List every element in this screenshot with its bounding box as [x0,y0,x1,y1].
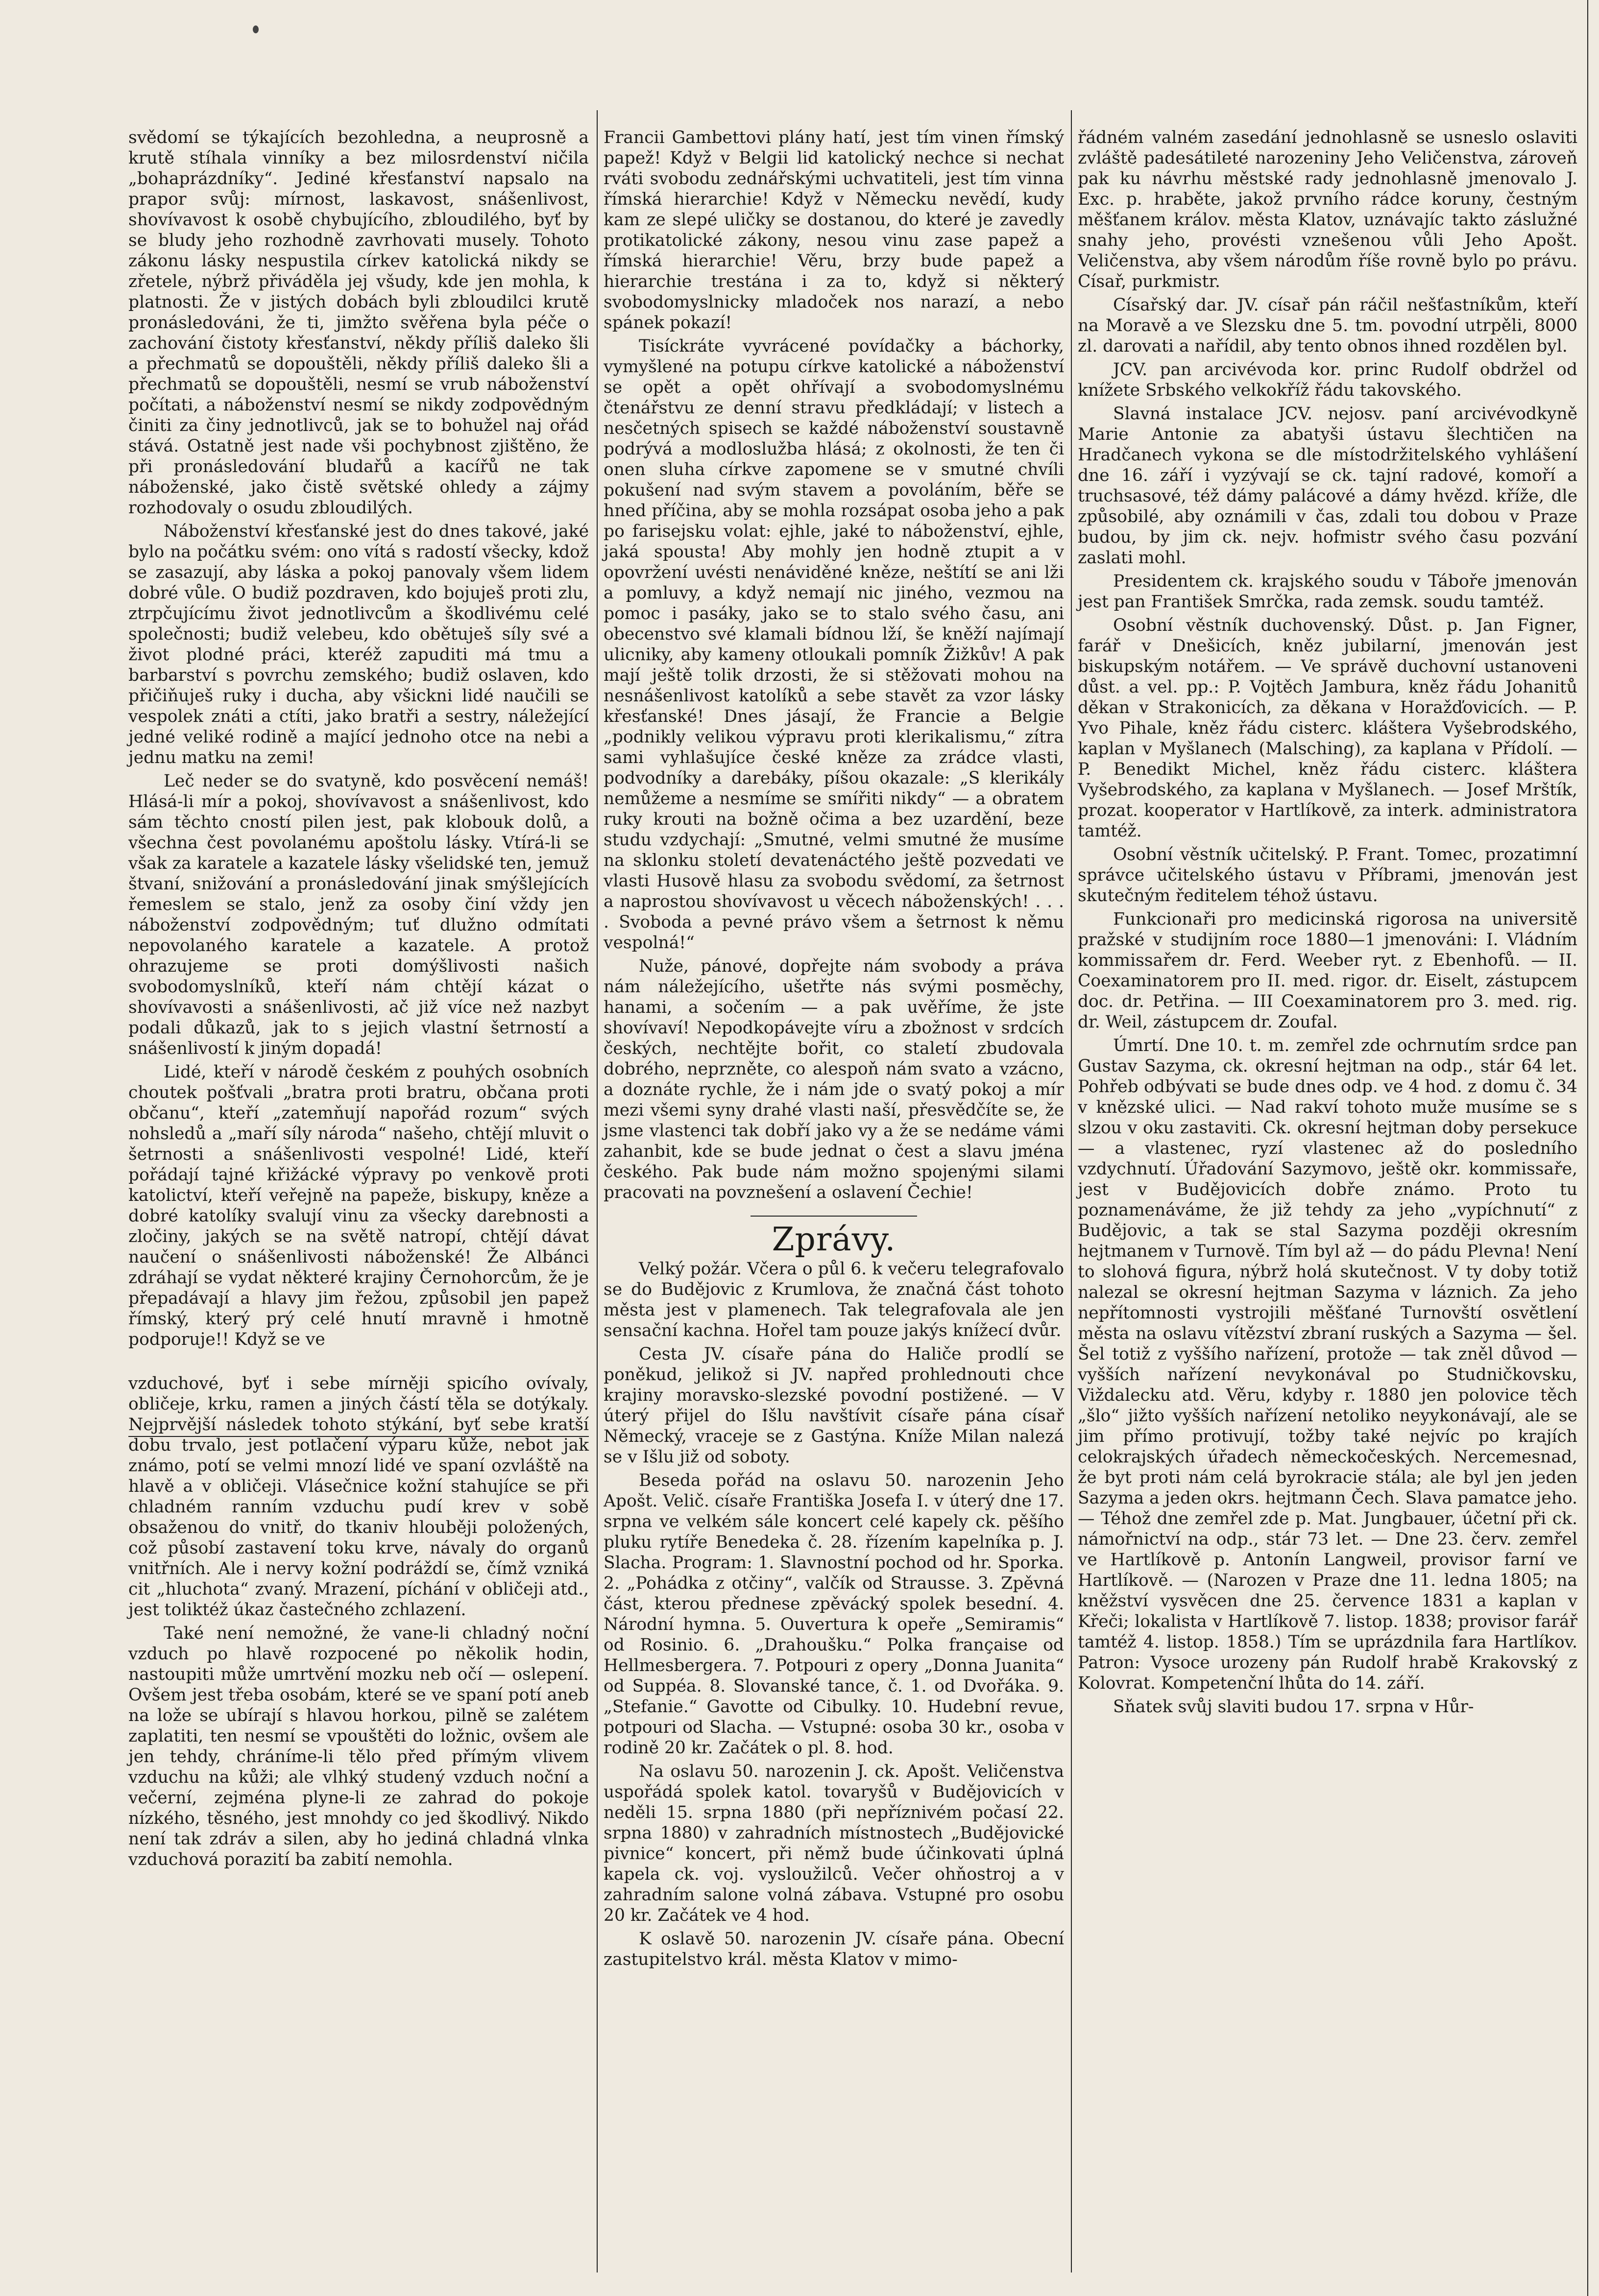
news-item-beseda: Beseda pořád na oslavu 50. narozenin Jeho Apošt. Velič. císaře Františka Josefa I. v úterý dne 17. srpna ve velkém sále koncert celé kapely ck. pěšího pluku rytíře Benedeka č. 28. řízením kapelníka p. J. Slacha. Program: 1. Slavnostní pochod od hr. Sporka. 2. „Pohádka z otčiny“, valčík od Strausse. 3. Zpěvná část, kterou přednese zpěvácký spolek besední. 4. Národní hymna. 5. Ouvertura k opeře „Semiramis“ od Rosinio. 6. „Drahoušku.“ Polka française od Hellmesbergera. 7. Potpouri z opery „Donna Juanita“ od Suppéa. 8. Slovanské tance, č. 1. od Dvořáka. 9. „Stefanie.“ Gavotte od Cibulky. 10. Hudební revue, potpouri od Slacha. — Vstupné: osoba 30 kr., osoba v rodině 20 kr. Začátek o pl. 8. hod. [604,1471,1064,1758]
news-item-velky-pozar: Velký požár. Včera o půl 6. k večeru telegrafovalo se do Budějovic z Krumlova, že značná část tohoto města jest v plamenech. Tak telegrafovala ale jen sensační kachna. Hořel tam pouze jakýs knížecí dvůr. [604,1259,1064,1340]
news-item-umrti: Úmrtí. Dne 10. t. m. zemřel zde ochrnutím srdce pan Gustav Sazyma, ck. okresní hejtman na odp., stár 64 let. Pohřeb odbývati se bude dnes odp. ve 4 hod. z domu č. 34 v knězské ulici. — Nad rakví tohoto muže musíme se s slzou v oku zastaviti. Ck. okresní hejtman doby persekuce — a vlastenec, ryzí vlastenec až do posledního vzdychnutí. Úřadování Sazymovo, ještě okr. kommissaře, jest v Budějovicích dobře známo. Proto tu poznamenáváme, že již tehdy za jeho „vypíchnutí“ z Budějovic, a tak se stal Sazyma později okresním hejtmanem v Turnově. Tím byl až — do pádu Plevna! Není to slohová figura, nýbrž holá skutečnost. V ty doby totiž nalezal se okresní hejtman Sazyma v láznich. Za jeho nepřítomnosti vystrojili měšťané Turnovští osvětlení města na oslavu vítězství zbraní ruských a Sazyma — šel. Šel totiž z vyššího nařízení, protože — tak zněl důvod — vyšších nařízení nevykonával po Studničkovsku, Viždalecku atd. Věru, kdyby r. 1880 jen polovice těch „šlo“ jižto vyšších nařízení netoliko neyykonávají, ale se jim přímo protivují, tožby také nejvíc po krajích celokrajských úřadech německočeských. Nercemesnad, že byt proti nám celá byrokracie stála; ale byl jen jeden Sazyma a jeden okrs. hejtmann Čech. Slava pamatce jeho. — Téhož dne zemřel zde p. Mat. Jungbauer, účetní při ck. námořnictví na odp., stár 73 let. — Dne 23. červ. zemřel ve Hartlíkově p. Antonín Langweil, provisor farní ve Hartlíkově. — (Narozen v Praze dne 11. ledna 1805; na kněžství vysvěcen dne 25. července 1831 a kaplan v Křeči; lokalista v Hartlíkově 7. listop. 1838; provisor farář tamtéž 4. listop. 1858.) Tím se uprázdnila fara Hartlíkov. Patron: Vysoce urozeny pán Rudolf hrabě Krakovský z Kolovrat. Kompetenční lhůta do 14. září. [1078,1036,1577,1693]
news-item-oslava-tovarysu: Na oslavu 50. narozenin J. ck. Apošt. Veličenstva uspořádá spolek katol. tovaryšů v Budějovicích v neděli 15. srpna 1880 (při nepříznivém počasí 22. srpna 1880) v zahradních místnostech „Budějovické pivnice“ koncert, při němž bude účinkovati úplná kapela ck. voj. vysloužilců. Večer ohňostroj a v zahradním salone volná zábava. Vstupné pro osobu 20 kr. Začátek ve 4 hod. [604,1762,1064,1925]
ink-dot [253,25,259,33]
news-item-president-soudu: Presidentem ck. krajského soudu v Táboře jmenován jest pan František Smrčka, rada zemsk. soudu tamtéž. [1078,572,1577,612]
column-1 [128,127,589,1873]
col2-paragraph-1: Francii Gambettovi plány hatí, jest tím vinen římský papež! Když v Belgii lid katolický nechce si nechat rváti svobodu zednářskými uchvatiteli, jest tím vinna římská hierarchie! Když v Německu nevědí, kudy kam ze slepé uličky se dostanou, do které je zavedly protikatolické zákony, nesou vinu zase papež a římská hierarchie! Věru, brzy bude papež a hierarchie trestána i za to, když si některý svobodomyslnicky mladoček nos narazí, a nebo spánek pokazí! [604,128,1064,333]
column-divider-right [1071,110,1072,2272]
news-item-cesta-cisare: Cesta JV. císaře pána do Haliče prodlí se poněkud, jelikož si JV. napřed prohlednouti chce krajiny moravsko-slezské povodní postižené. — V úterý přijel do Išlu navštívit císaře pána císař Německý, vraceje se z Gastýna. Kníže Milan nalezá se v Išlu již od soboty. [604,1344,1064,1467]
col2-paragraph-2: Tisíckráte vyvrácené povídačky a báchorky, vymyšlené na potupu církve katolické a náboženství se opět a opět ohřívají a svobodomyslnému čtenářstvu ze denní stravu předkládají; v listech a nesčetných spisech se každé náboženství soustavně podrývá a modloslužba hlásá; z okolnosti, že ten či onen sluha církve zapomene se v smutné chvíli pokušení nad svým stavem a povoláním, běře se hned příčina, aby se mohla rozsápat osoba jeho a pak po farisejsku volat: ejhle, jaké to náboženství, ejhle, jaká spousta! Aby mohly jen hodně ztupit a v opovržení uvésti nenáviděné kněze, neštítí se ani lži a pomluvy, a když nemají nic jiného, vezmou na pomoc i pasáky, jako se to stalo svého času, ani obecenstvo své klamali bídnou lží, še kněží najímají ulicniky, aby kameny otloukali pomník Žižkův! A pak mají ještě tolik drzosti, že si stěžovati mohou na nesnášenlivost katolíků a sebe stavět za vzor lásky křesťanské! Dnes jásají, že Francie a Belgie „podnikly velikou výpravu proti klerikalismu,“ zítra sami vyhlašujíce české kněze za zrádce vlasti, podvodníky a darebáky, píšou okazale: „S klerikály nemůžeme a nesmíme se smířiti nikdy“ — a obratem ruky krouti na božně očima a bez uzardění, beze studu vzdychají: „Smutné, velmi smutné že musíme na sklonku století devatenáctého ještě pozvedati ve vlasti Husově hlasu za svobodu svědomí, za šetrnost a naprostou shovívavost u věcech náboženských! . . . . Svoboda a pevné právo všem a šetrnost k němu vespolná!“ [604,336,1064,953]
news-item-funkcionari: Funkcionaři pro medicinská rigorosa na universitě pražské v studijním roce 1880—1 jmenováni: I. Vládním kommissařem dr. Ferd. Weeber ryt. z Ebenhofů. — II. Coexaminatorem pro II. med. rigor. dr. Eiselt, zástupcem doc. dr. Petřina. — III Coexaminatorem pro 3. med. rig. dr. Weil, zástupcem dr. Zoufal. [1078,909,1577,1032]
col1-paragraph-6: Také není nemožné, že vane-li chladný noční vzduch po hlavě rozpocené po několik hodin, nastoupiti může umrtvění mozku neb očí — oslepení. Ovšem jest třeba osobám, které se ve spaní potí aneb na lože se ubírají s hlavou horkou, pilně se zalétem zaplatiti, ten nesmí se vpouštěti do ložnic, ovšem ale jen tehdy, chráníme-li tělo před přímým vlivem vzduchu na kůži; ale vlhký studený vzduch noční a večerní, zejména plyne-li ze zahrad do pokoje nízkého, těsného, jest mnohdy co jed škodlivý. Nikdo není tak zdráv a silen, aby ho jediná chladná vlnka vzduchová porazití ba zabití nemohla. [128,1624,589,1869]
section-separator [751,1216,917,1217]
news-item-cisarsky-dar: Císařský dar. JV. císař pán ráčil nešťastníkům, kteří na Moravě a ve Slezsku dne 5. tm. povodní utrpěli, 8000 zl. darovati a nařídil, aby tento obnos ihned rozdělen byl. [1078,295,1577,356]
column-3 [1078,127,1577,1720]
col1-paragraph-5: vzduchové, byť i sebe mírněji spicího ovívaly, obličeje, krku, ramen a jiných částí těla se dotýkaly. Nejprvější následek tohoto stýkání, byť sebe kratší dobu trvalo, jest potlačení výparu kůže, nebot jak známo, potí se velmi mnozí lidé ve spaní ozvláště na hlavě a v obličeji. Vlásečnice kožní stahujíce se při chladném ranním vzduchu pudí krev v sobě obsaženou do vnitř, do tkaniv hlouběji položených, což působí zastavení toku krve, návaly do organů vnitřních. Ale i nervy kožní podráždí se, čímž vzniká cit „hluchota“ zvaný. Mrazení, píchání v obličeji atd., jest toliktéž úkaz častečného zchlazení. [128,1374,589,1620]
news-item-vestnik-ucitelsky: Osobní věstník učitelský. P. Frant. Tomec, prozatimní správce učitelského ústavu v Příbrami, jmenován jest skutečným ředitelem téhož ústavu. [1078,845,1577,906]
news-item-oslava-klatovy: K oslavě 50. narozenin JV. císaře pána. Obecní zastupitelstvo král. města Klatov v mimo- [604,1929,1064,1969]
section-heading-zpravy: Zprávy. [772,1220,896,1258]
col1-paragraph-4: Lidé, kteří v národě českém z pouhých osobních choutek pošťvali „bratra proti bratru, občana proti občanu“, kteří „zatemňují napořád rozum“ svých nohsledů a „maří síly národa“ našeho, chtějí mluvit o šetrnosti a snášenlivosti vespolné! Lidé, kteří pořádají tajné křižácké výpravy po venkově proti katolictví, kteří veřejně na papeže, biskupy, kněze a dobré katolíky svalují vinu za všecky darebnosti a zločiny, jakých se na světě natropí, chtějí dávat naučení o snášenlivosti náboženské! Že Albánci zdráhají se vydat některé krajiny Černohorcům, že je přepadávají a hlavy jim řežou, způsobil jen papež římský, který prý celé hnutí mravně i hmotně podporuje!! Když se ve [128,1062,589,1349]
col3-paragraph-1: řádném valném zasedání jednohlasně se usneslo oslaviti zvláště padesátileté narozeniny Jeho Veličenstva, zároveň pak ku návrhu městské rady jednohlasně jmenovalo J. Exc. p. hraběte, jakož prvního rádce koruny, čestným měšťanem králov. města Klatov, uznávajíc takto záslužné snahy jeho, provésti vznešenou vůli Jeho Apošt. Veličenstva, aby všem národům říše rovně bylo po právu. Císař, purkmistr. [1078,128,1577,291]
news-item-instalace: Slavná instalace JCV. nejosv. paní arcivévodkyně Marie Antonie za abatyši ústavu šlechtičen na Hradčanech vykona se dle místodržitelského vyhlášení dne 16. září i vyzývají se ck. tajní radové, komoří a truchsasové, též dámy palácové a dámy hvězd. kříže, dle způsobilé, aby oznámili v čas, zdali tou dobou v Praze budou, by jim ck. nejv. hofmistr svého času pozvání zaslati mohl. [1078,404,1577,568]
news-item-princ-rudolf: JCV. pan arcivévoda kor. princ Rudolf obdržel od knížete Srbského velkokříž řádu takovského. [1078,360,1577,400]
page-edge-right [1587,0,1588,2296]
news-item-snatek: Sňatek svůj slaviti budou 17. srpna v Hůr- [1113,1697,1474,1717]
col2-paragraph-3: Nuže, pánové, dopřejte nám svobody a práva nám náležejícího, ušetřte nás svými posměchy, hanami, a sočením — a pak uvěříme, že jste shovívaví! Nepodkopávejte víru a zbožnost v srdcích českých, nechtějte bořit, co staletí zbudovala dobrého, neprzněte, co alespoň nám svato a vzácno, a doznáte rychle, že i nám jde o svatý pokoj a mír mezi všemi syny drahé vlasti naší, přesvědčíte se, že jsme vlastenci tak dobří jako vy a že se nedáme vámi zahanbit, kde se bude jednat o čest a slavu jména českého. Pak bude nám možno spojenými silami pracovati na povznešení a oslavení Čechie! [604,957,1064,1202]
column-divider-left [597,110,598,2272]
col1-paragraph-3: Leč neder se do svatyně, kdo posvěcení nemáš! Hlásá-li mír a pokoj, shovívavost a snášenlivost, kdo sám těchto cností pilen jest, pak klobouk dolů, a všechna čest povolanému apoštolu lásky. Vtírá-li se však za karatele a kazatele lásky všelidské ten, jemuž štvaní, snižování a pronásledování jinak smýšlejících řemeslem se stalo, jenž za osoby činí vždy jen náboženství zodpovědným; tuť dlužno odmítati nepovolaného karatele a kazatele. A protož ohrazujeme se proti domýšlivosti našich svobodomyslníků, kteří nám chtějí kázat o shovívavosti a snášenlivosti, ač již více než nazbyt podali důkazů, jak to s jejich vlastní šetrností a snášenlivostí k jiným dopadá! [128,771,589,1058]
col1-paragraph-2: Náboženství křesťanské jest do dnes takové, jaké bylo na počátku svém: ono vítá s radostí všecky, kdož se zasazují, aby láska a pokoj panovaly všem lidem dobré vůle. O budiž pozdraven, kdo bojuješ proti zlu, ztrpčujícímu život jednotlivcům a škodlivému celé společnosti; budiž velebeu, kdo obětuješ síly své a život plodné práci, kteréž zapuditi má tmu a barbarství s povrchu zemského; budiž oslaven, kdo přičiňuješ ruky i ducha, aby všickni lidé naučili se vespolek znáti a ctíti, jako bratři a sestry, náležející jedné veliké rodině a mající jednoho otce na nebi a jednu matku na zemi! [128,522,589,767]
col1-paragraph-1: svědomí se týkajících bezohledna, a neuprosně a krutě stíhala vinníky a bez milosrdenství ničila „bohaprázdníky“. Jediné křesťanství napsalo na prapor svůj: mírnost, laskavost, snášenlivost, shovívavost k osobě chybujícího, zbloudilého, byť by se bludy jeho rozhodně zavrhovati musely. Tohoto zákonu lásky nespustila církev katolická nikdy se zřetele, nýbrž přiváděla jej všudy, kde jen mohla, k platnosti. Že v jistých dobách byli zbloudilci krutě pronásledováni, že ti, jimžto svěřena byla péče o zachování čistoty křesťanství, někdy příliš daleko šli a přechmatů se dopouštěli, někdy příliš daleko šli a přechmatů se dopouštěli, nesmí se vrub náboženství počítati, a náboženství nesmí se nikdy zodpovědným činiti za činy jednotlivců, jak se to bohužel naj ořád stává. Ostatně jest nade vši pochybnost zjištěno, že při pronásledování bludařů a kacířů ne tak náboženské, jako čistě světské ohledy a zájmy rozhodovaly o osudu zbloudilých. [128,128,589,518]
column-2 [604,127,1064,1973]
news-item-vestnik-duchovensky: Osobní věstník duchovenský. Důst. p. Jan Figner, farář v Dnešicích, kněz jubilarní, jmenován jest biskupským notářem. — Ve správě duchovní ustanoveni důst. a vel. pp.: P. Vojtěch Jambura, kněz řádu Johanitů děkan v Strakonicích, za děkana v Horažďovicích. — P. Yvo Pihale, kněz řádu cisterc. kláštera Vyšebrodského, kaplan v Myšlanech (Malsching), za kaplana v Přídolí. — P. Benedikt Michel, kněz řádu cisterc. kláštera Vyšebrodského, za kaplana v Myšlanech. — Josef Mrštík, prozat. kooperator v Hartlíkově, za interk. administratora tamtéž. [1078,616,1577,841]
